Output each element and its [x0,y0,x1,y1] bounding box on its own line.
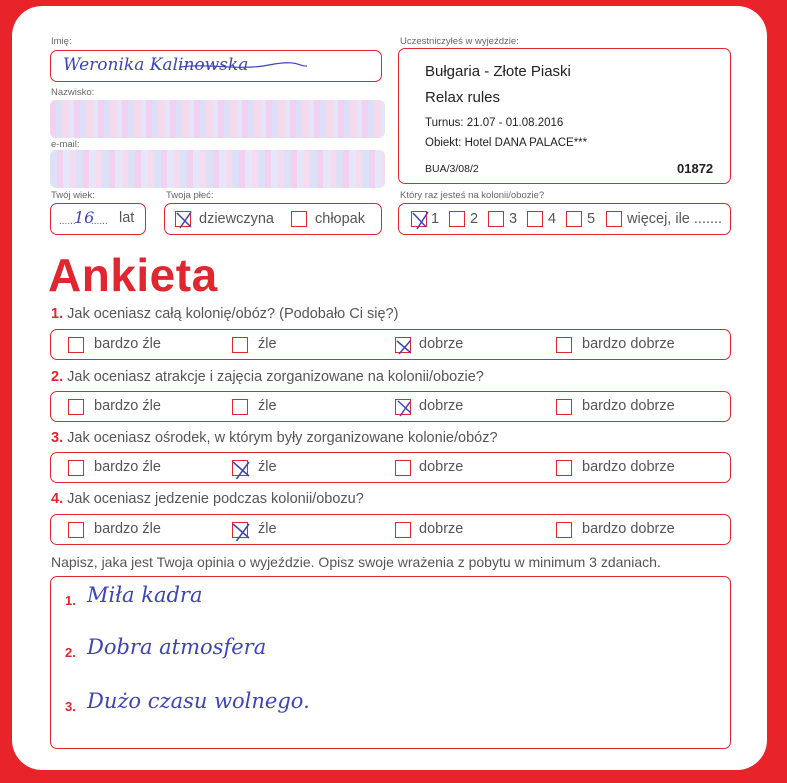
rating-option-label: dobrze [419,398,464,414]
gender-option-label: dziewczyna [199,211,274,227]
opinion-line-1: Miła kadra [87,583,203,607]
times-field [398,203,731,235]
trip-hotel: Obiekt: Hotel DANA PALACE*** [425,137,588,149]
times-checkbox-2[interactable] [449,211,465,227]
rating-option-label: bardzo źle [94,459,161,475]
opinion-line-number: 1. [65,593,76,608]
email-label: e-mail: [51,139,80,150]
question-2: 2. Jak oceniasz atrakcje i zajęcia zorganizowane na kolonii/obozie? [51,369,484,385]
check-mark-icon [410,210,430,230]
opinion-line-number: 2. [65,645,76,660]
times-checkbox-4[interactable] [527,211,543,227]
rating-option-label: bardzo źle [94,336,161,352]
check-mark-icon [231,459,251,479]
q4-checkbox-bardzo-zle[interactable] [68,522,84,538]
opinion-prompt: Napisz, jaka jest Twoja opinia o wyjeździe. Opisz swoje wrażenia z pobytu w minimum 3 zdaniach. [51,554,661,570]
times-option-label: 5 [587,211,596,227]
q2-checkbox-bardzo-dobrze[interactable] [556,399,572,415]
q3-checkbox-dobrze[interactable] [395,460,411,476]
q2-checkbox-dobrze[interactable] [395,399,411,415]
times-option-label: 3 [509,211,518,227]
surname-redacted [50,100,385,138]
rating-option-label: źle [258,521,277,537]
rating-option-label: źle [258,336,277,352]
rating-option-label: dobrze [419,336,464,352]
q4-checkbox-dobrze[interactable] [395,522,411,538]
name-label: Imię: [51,36,72,47]
times-label: Który raz jesteś na kolonii/obozie? [400,190,545,201]
opinion-line-2: Dobra atmosfera [87,635,267,659]
gender-option-label: chłopak [315,211,365,227]
gender-checkbox-chlopak[interactable] [291,211,307,227]
q4-checkbox-zle[interactable] [232,522,248,538]
question-3-options [50,452,731,483]
rating-option-label: bardzo dobrze [582,336,675,352]
rating-option-label: bardzo źle [94,398,161,414]
times-option-label: 2 [470,211,479,227]
rating-option-label: bardzo źle [94,521,161,537]
q1-checkbox-dobrze[interactable] [395,337,411,353]
surname-label: Nazwisko: [51,87,95,98]
q3-checkbox-bardzo-zle[interactable] [68,460,84,476]
times-checkbox-more[interactable] [606,211,622,227]
question-1: 1. Jak oceniasz całą kolonię/obóz? (Podobało Ci się?) [51,306,399,322]
participants-label: Uczestniczyłeś w wyjeździe: [400,36,519,47]
check-mark-icon [231,521,251,541]
name-field[interactable] [50,50,382,82]
gender-field [164,203,382,235]
q1-checkbox-bardzo-dobrze[interactable] [556,337,572,353]
q2-checkbox-bardzo-zle[interactable] [68,399,84,415]
age-unit: lat [119,210,135,226]
gender-checkbox-dziewczyna[interactable] [175,211,191,227]
times-checkbox-1[interactable] [411,211,427,227]
times-option-label: 1 [431,211,440,227]
trip-code: BUA/3/08/2 [425,163,479,175]
age-label: Twój wiek: [51,190,95,201]
trip-number: 01872 [677,161,714,176]
trip-destination: Bułgaria - Złote Piaski [425,63,571,80]
page-title: Ankieta [48,249,218,301]
email-redacted [50,150,385,188]
question-4-options [50,514,731,545]
rating-option-label: źle [258,398,277,414]
question-4: 4. Jak oceniasz jedzenie podczas kolonii/obozu? [51,491,364,507]
opinion-line-number: 3. [65,699,76,714]
age-value: 16 [74,208,95,227]
times-checkbox-3[interactable] [488,211,504,227]
trip-turnus: Turnus: 21.07 - 01.08.2016 [425,117,564,129]
name-value: Weronika Kalinowska [63,55,249,75]
question-3: 3. Jak oceniasz ośrodek, w którym były zorganizowane kolonie/obóz? [51,430,498,446]
trip-program: Relax rules [425,89,501,106]
rating-option-label: dobrze [419,459,464,475]
rating-option-label: bardzo dobrze [582,398,675,414]
q3-checkbox-zle[interactable] [232,460,248,476]
check-mark-icon [394,398,414,418]
q4-checkbox-bardzo-dobrze[interactable] [556,522,572,538]
q1-checkbox-zle[interactable] [232,337,248,353]
question-1-options [50,329,731,360]
rating-option-label: dobrze [419,521,464,537]
opinion-line-3: Dużo czasu wolnego. [87,689,310,713]
check-mark-icon [174,210,194,230]
q1-checkbox-bardzo-zle[interactable] [68,337,84,353]
opinion-field[interactable] [50,576,731,749]
times-checkbox-5[interactable] [566,211,582,227]
q3-checkbox-bardzo-dobrze[interactable] [556,460,572,476]
trip-info-box [398,48,731,184]
times-option-label: 4 [548,211,557,227]
age-field[interactable]: ...... 16 ...... lat [50,203,146,235]
times-option-label: więcej, ile ....... [627,211,723,227]
rating-option-label: bardzo dobrze [582,521,675,537]
rating-option-label: bardzo dobrze [582,459,675,475]
question-2-options [50,391,731,422]
check-mark-icon [394,336,414,356]
gender-label: Twoja płeć: [166,190,214,201]
strike-scribble [179,57,309,75]
q2-checkbox-zle[interactable] [232,399,248,415]
rating-option-label: źle [258,459,277,475]
